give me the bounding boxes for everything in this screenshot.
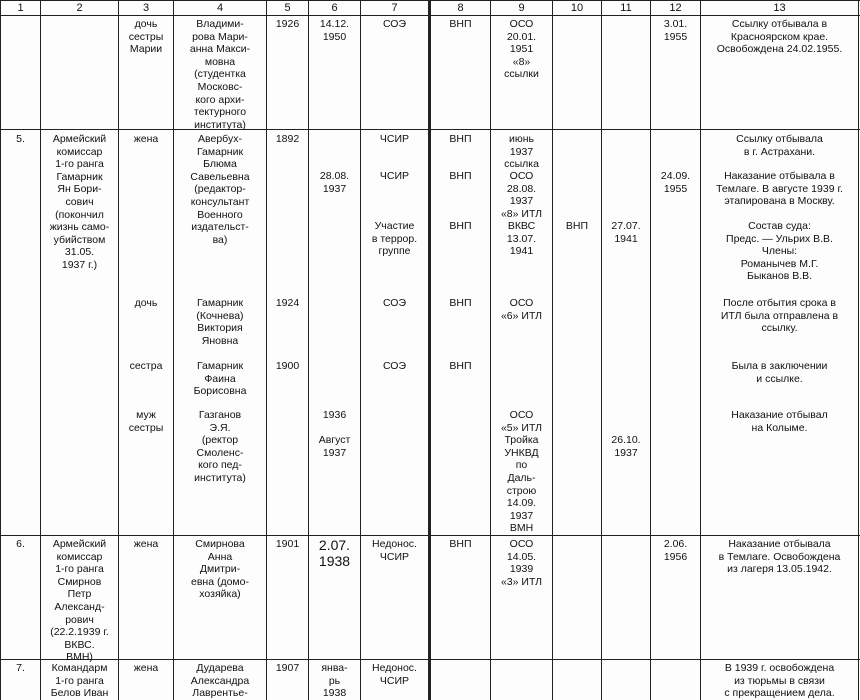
sentence-cell: ОСО 20.01. 1951 «8» ссылки [504,18,539,81]
status-cell: ВНП [449,133,472,145]
birth-year-cell: 1924 [275,297,300,309]
note-cell: После отбытия срока в ИТЛ была отправлена в ссылку. [720,297,839,335]
column-divider [360,0,361,700]
repressed-person-cell: Командарм 1-го ранга Белов Иван [50,662,109,700]
column-divider [552,0,553,700]
status-cell: ВНП [449,170,472,182]
note-cell: Состав суда: Предс. — Ульрих В.В. Члены: Романычев М.Г. Быканов В.В. [726,220,833,283]
column-divider [650,0,651,700]
relation-cell: муж сестры [128,409,164,434]
relative-name-cell: Дударева Александра Лаврентье- [190,662,250,700]
note-cell: В 1939 г. освобождена из тюрьмы в связи с прекращением дела. [724,662,835,700]
relative-name-cell: Авербух- Гамарник Блюма Савельевна (редактор- консультант Военного издательст- ва) [190,133,250,246]
column-divider [700,0,701,700]
status-cell: ВНП [565,220,589,232]
relation-cell: сестра [129,360,163,372]
sentence-cell: ОСО «6» ИТЛ [500,297,543,322]
sentence-cell: ОСО 28.08. 1937 «8» ИТЛ [500,170,543,220]
charge-cell: ЧСИР [379,133,410,145]
charge-cell: ЧСИР [379,170,410,182]
column-header: 7 [391,2,398,14]
note-cell: Ссылку отбывала в Красноярском крае. Освобождена 24.02.1955. [716,18,843,56]
status-cell: ВНП [449,18,472,30]
birth-year-cell: 1901 [275,538,300,550]
sentence-cell: ОСО «5» ИТЛ Тройка УНКВД по Даль- строю 14.09. 1937 ВМН [500,409,543,535]
status-cell: ВНП [449,538,472,550]
sentence-cell: июнь 1937 ссылка [504,133,539,171]
charge-cell: СОЭ [382,360,407,372]
arrest-date-cell: янва- рь 1938 [321,662,348,700]
rehab-date-cell: 2.06. 1956 [663,538,688,563]
column-divider-thick [428,0,431,700]
charge-cell: СОЭ [382,18,407,30]
relative-name-cell: Смирнова Анна Дмитри- евна (домо- хозяйка) [191,538,249,601]
status-cell: ВНП [449,220,472,232]
column-divider [490,0,491,700]
charge-cell: Участие в террор. группе [371,220,418,258]
arrest-date-cell: 1936 [322,409,347,421]
relative-name-cell: Владими- рова Мари- анна Макси- мовна (студентка Московс- кого архи- тектурного института) [189,18,251,131]
charge-cell: Недонос. ЧСИР [372,538,417,563]
status-cell: ВНП [449,360,472,372]
row-number-cell: 5. [16,133,25,145]
status-cell: ВНП [449,297,472,309]
arrest-date-cell: Август 1937 [318,434,351,459]
table-right-border [858,0,859,700]
column-divider [308,0,309,700]
column-header: 9 [518,2,525,14]
sentence-cell: ОСО 14.05. 1939 «3» ИТЛ [500,538,543,588]
arrest-date-cell: 28.08. 1937 [319,170,350,195]
column-header: 8 [457,2,464,14]
column-header: 2 [76,2,83,14]
row-number-cell: 7. [16,662,25,674]
column-header: 12 [669,2,682,14]
relation-cell: дочь [134,297,158,309]
rehab-date-cell: 24.09. 1955 [660,170,691,195]
birth-year-cell: 1892 [275,133,300,145]
relative-name-cell: Газганов Э.Я. (ректор Смоленс- кого пед- института) [194,409,246,484]
birth-year-cell: 1926 [275,18,300,30]
relative-name-cell: Гамарник Фаина Борисовна [193,360,247,398]
note-cell: Наказание отбывал на Колыме. [731,409,828,434]
execution-date-cell: 27.07. 1941 [611,220,641,245]
sentence-cell: ВКВС 13.07. 1941 [506,220,537,258]
charge-cell: СОЭ [382,297,407,309]
relative-name-cell: Гамарник (Кочнева) Виктория Яновна [196,297,244,347]
column-divider [118,0,119,700]
charge-cell: Недонос. ЧСИР [372,662,417,687]
column-header: 1 [17,2,24,14]
column-divider [601,0,602,700]
relation-cell: жена [133,538,159,550]
repressed-person-cell: Армейский комиссар 1-го ранга Гамарник Ян Бори- сович (покончил жизнь само- убийством 31.05. 1937 г.) [49,133,110,271]
birth-year-cell: 1907 [275,662,300,674]
column-header: 10 [570,2,584,14]
relation-cell: жена [133,662,159,674]
column-header: 3 [142,2,150,14]
note-cell: Наказание отбывала в Темлаге. В августе 1939 г. этапирована в Москву. [716,170,843,208]
birth-year-cell: 1900 [275,360,300,372]
note-cell: Ссылку отбывала в г. Астрахани. [736,133,823,158]
column-divider [266,0,267,700]
row-number-cell: 6. [16,538,25,550]
execution-date-cell: 26.10. 1937 [611,434,641,459]
repressed-person-cell: Армейский комиссар 1-го ранга Смирнов Петр Александ- рович (22.2.1939 г. ВКВС. ВМН) [50,538,109,664]
relation-cell: жена [133,133,159,145]
relation-cell: дочь сестры Марии [128,18,164,56]
arrest-date-cell: 14.12. 1950 [319,18,350,43]
column-header: 11 [620,2,632,14]
note-cell: Была в заключении и ссылке. [731,360,828,385]
note-cell: Наказание отбывала в Темлаге. Освобождена из лагеря 13.05.1942. [718,538,841,576]
arrest-date-cell: 2.07. 1938 [318,537,351,569]
column-header: 4 [216,2,224,14]
column-header: 5 [284,2,291,14]
column-header: 6 [331,2,338,14]
rehab-date-cell: 3.01. 1955 [663,18,688,43]
column-header: 13 [773,2,786,14]
table-left-border [0,0,1,700]
